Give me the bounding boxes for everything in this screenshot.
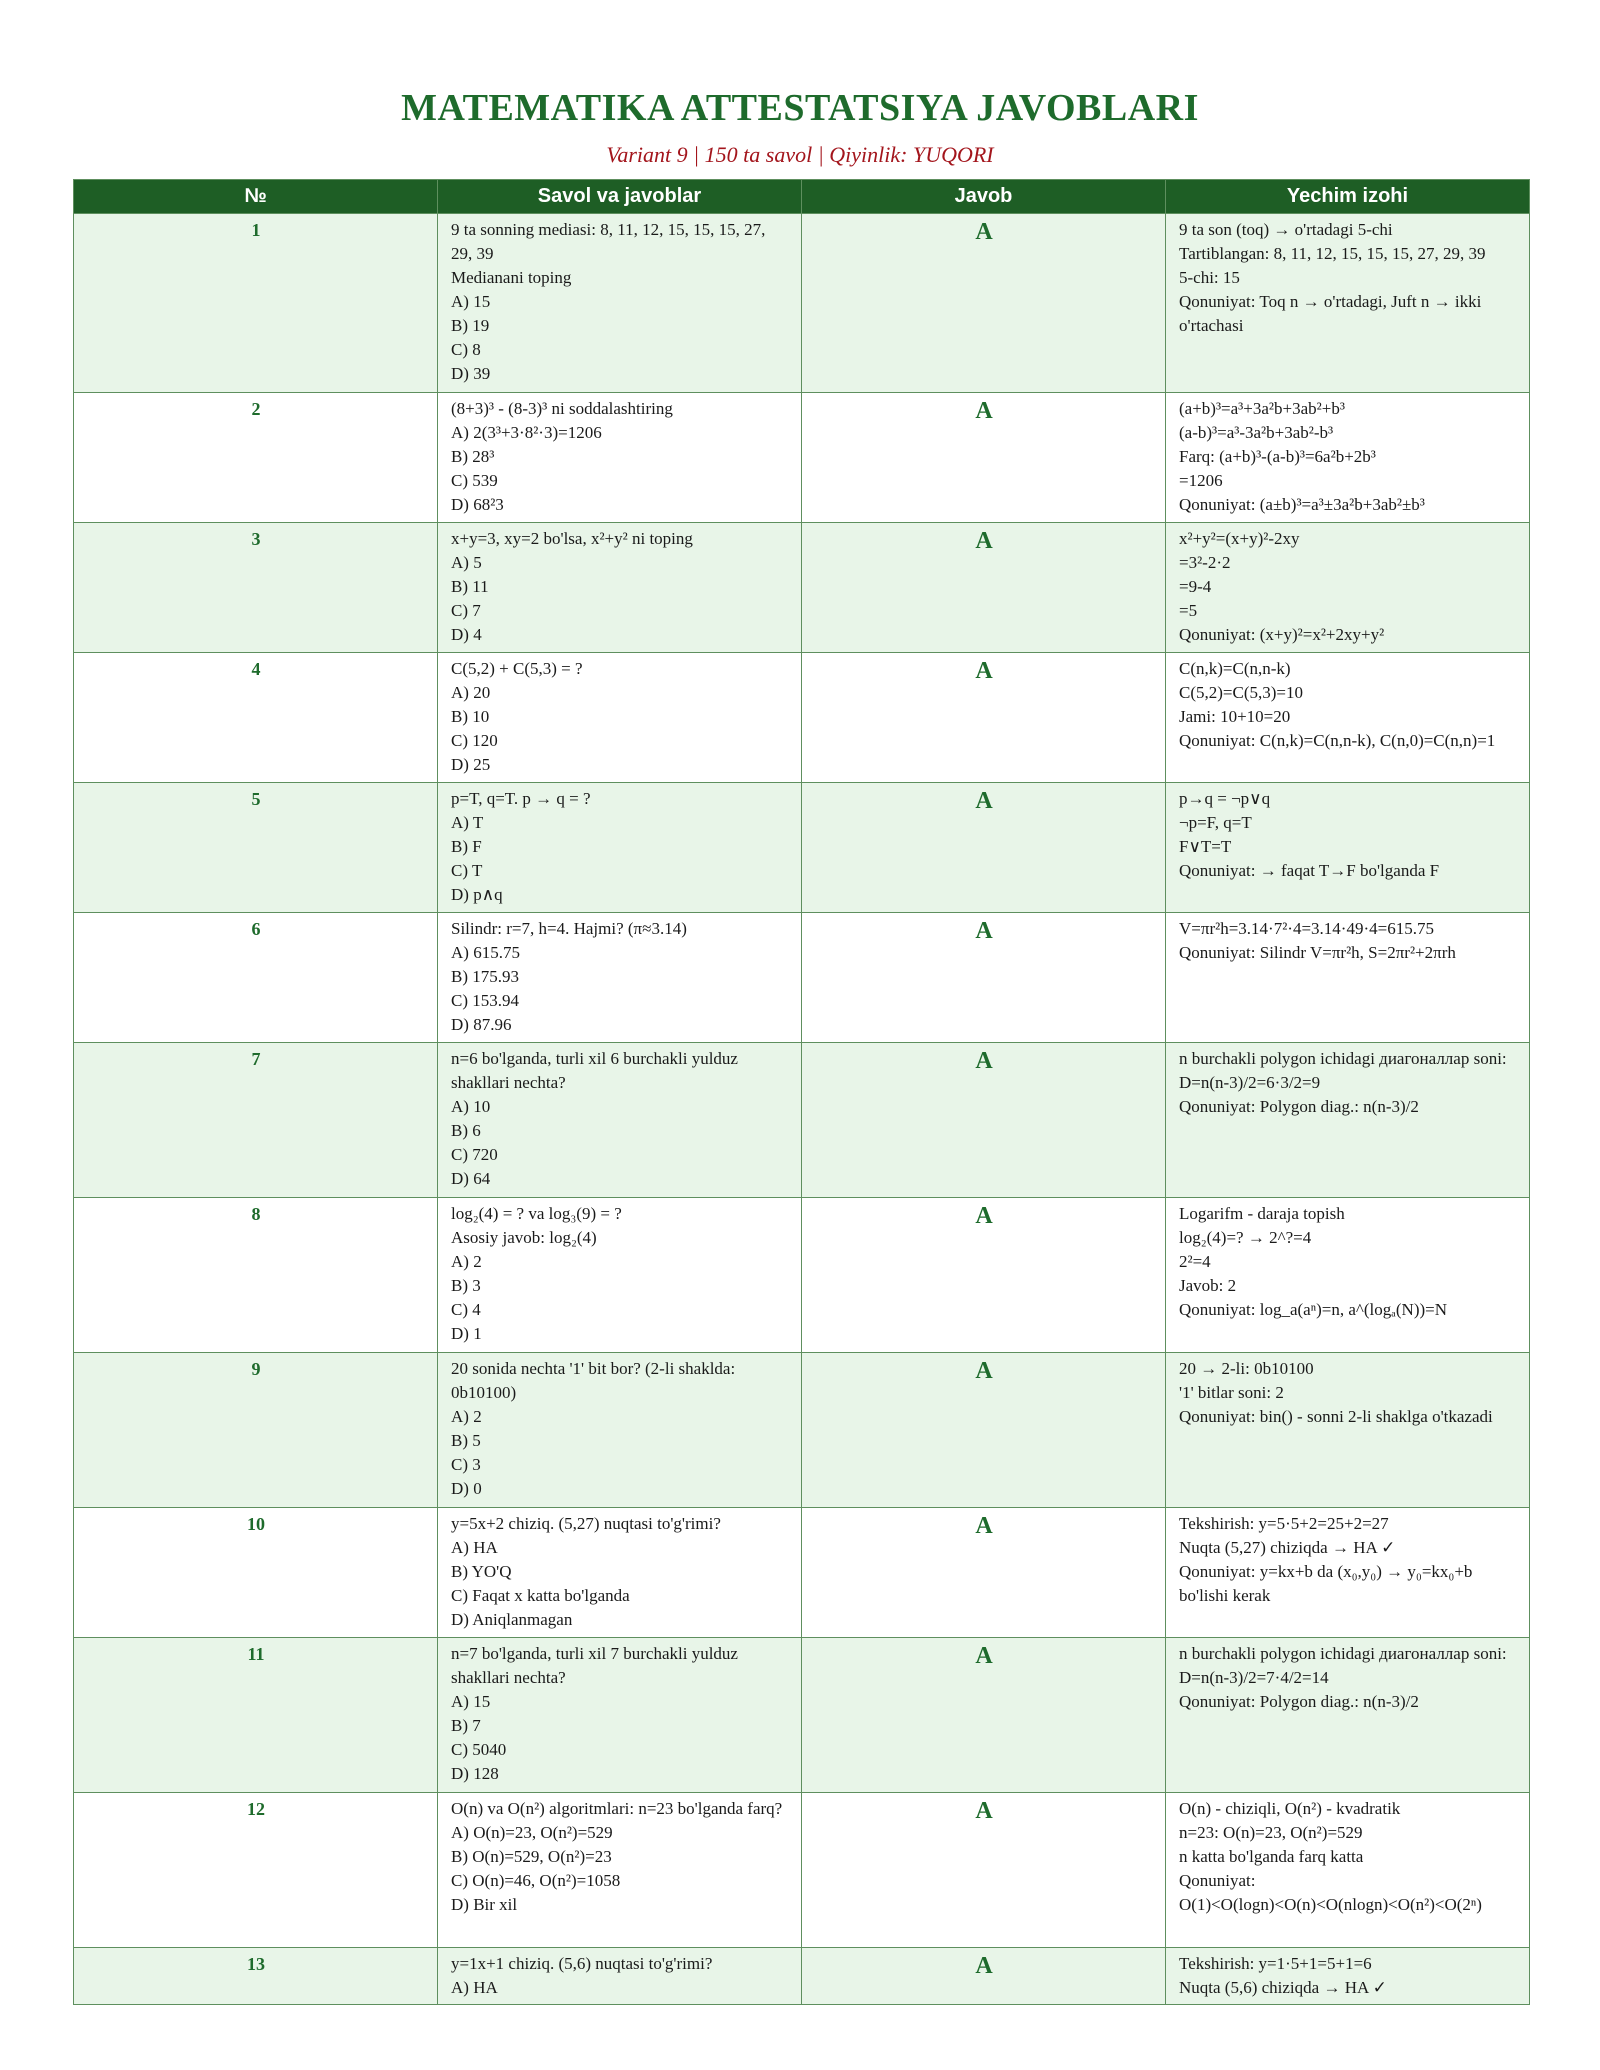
table-row (74, 1198, 1530, 1353)
solution-line: (a-b)³=a³-3a²b+3ab²-b³ (1179, 423, 1334, 442)
table-row (74, 1948, 1530, 2005)
table-row (74, 653, 1530, 783)
question-line: D) 68²3 (451, 495, 504, 514)
solution-line: C(n,k)=C(n,n-k) (1179, 659, 1291, 678)
question-line: Medianani toping (451, 268, 572, 287)
row-number: 8 (74, 1198, 438, 1353)
solution-cell (1166, 1793, 1530, 1948)
question-text: Silindr: r=7, h=4. Hajmi? (π≈3.14) (451, 919, 687, 938)
row-number: 10 (74, 1508, 438, 1638)
question-line: B) F (451, 837, 482, 856)
question-cell (438, 653, 802, 783)
question-line: B) 175.93 (451, 967, 519, 986)
question-line: D) 25 (451, 755, 491, 774)
question-line: D) p∧q (451, 885, 503, 904)
question-line: A) 2 (451, 1252, 482, 1271)
question-cell (438, 523, 802, 653)
solution-cell (1166, 523, 1530, 653)
table-row (74, 913, 1530, 1043)
answer-cell: A (802, 1793, 1166, 1948)
solution-line: (a+b)³=a³+3a²b+3ab²+b³ (1179, 399, 1345, 418)
question-line: C) 153.94 (451, 991, 519, 1010)
solution-line: Farq: (a+b)³-(a-b)³=6a²b+2b³ (1179, 447, 1376, 466)
row-number: 6 (74, 913, 438, 1043)
solution-line: Tartiblangan: 8, 11, 12, 15, 15, 15, 27, 29, 39 (1179, 244, 1486, 263)
question-text: O(n) va O(n²) algoritmlari: n=23 bo'lganda farq? (451, 1799, 783, 1818)
question-line: A) 615.75 (451, 943, 520, 962)
solution-line: D=n(n-3)/2=6·3/2=9 (1179, 1073, 1321, 1092)
answer-cell: A (802, 1353, 1166, 1508)
table-row (74, 783, 1530, 913)
solution-line: 20 → 2-li: 0b10100 (1179, 1359, 1314, 1378)
question-line: C) O(n)=46, O(n²)=1058 (451, 1871, 621, 1890)
solution-line: O(1)<O(logn)<O(n)<O(nlogn)<O(n²)<O(2ⁿ) (1179, 1895, 1482, 1914)
solution-cell (1166, 1638, 1530, 1793)
solution-line: p→q = ¬p∨q (1179, 789, 1271, 808)
question-text: 9 ta sonning mediasi: 8, 11, 12, 15, 15, 15, 27, 29, 39 (451, 220, 766, 263)
question-cell (438, 1508, 802, 1638)
row-number: 11 (74, 1638, 438, 1793)
question-line: C) 8 (451, 340, 481, 359)
solution-line: Qonuniyat: log_a(aⁿ)=n, a^(logₐ(N))=N (1179, 1300, 1447, 1319)
solution-line: Qonuniyat: (a±b)³=a³±3a²b+3ab²±b³ (1179, 495, 1425, 514)
question-cell (438, 913, 802, 1043)
question-line: D) 0 (451, 1479, 482, 1498)
column-header-number: № (74, 180, 438, 214)
question-line: D) 39 (451, 364, 491, 383)
column-header-answer: Javob (802, 180, 1166, 214)
question-text: y=5x+2 chiziq. (5,27) nuqtasi to'g'rimi? (451, 1514, 721, 1533)
question-cell (438, 1198, 802, 1353)
solution-line: n katta bo'lganda farq katta (1179, 1847, 1364, 1866)
question-line: A) 15 (451, 292, 491, 311)
solution-line: Qonuniyat: y=kx+b da (x₀,y₀) → y₀=kx₀+b bo'lishi kerak (1179, 1562, 1473, 1605)
question-cell (438, 1638, 802, 1793)
table-row (74, 1043, 1530, 1198)
solution-line: '1' bitlar soni: 2 (1179, 1383, 1284, 1402)
question-line: A) 2 (451, 1407, 482, 1426)
question-line: B) 19 (451, 316, 490, 335)
answer-cell: A (802, 1508, 1166, 1638)
question-line: C) 3 (451, 1455, 481, 1474)
question-text: p=T, q=T. p → q = ? (451, 789, 591, 808)
answer-cell: A (802, 1043, 1166, 1198)
question-cell (438, 1793, 802, 1948)
question-line: A) 20 (451, 683, 491, 702)
answer-cell: A (802, 393, 1166, 523)
solution-line: Tekshirish: y=1·5+1=5+1=6 (1179, 1954, 1372, 1973)
question-line: C) T (451, 861, 483, 880)
question-line: B) 28³ (451, 447, 495, 466)
question-line: C) 539 (451, 471, 498, 490)
answer-cell: A (802, 523, 1166, 653)
answer-cell: A (802, 1948, 1166, 2005)
question-line: B) 6 (451, 1121, 481, 1140)
question-cell (438, 1353, 802, 1508)
row-number: 5 (74, 783, 438, 913)
question-line: A) HA (451, 1978, 498, 1997)
row-number: 1 (74, 214, 438, 393)
question-cell (438, 393, 802, 523)
question-line: B) 7 (451, 1716, 481, 1735)
question-text: 20 sonida nechta '1' bit bor? (2-li shaklda: 0b10100) (451, 1359, 736, 1402)
question-text: n=7 bo'lganda, turli xil 7 burchakli yulduz shakllari nechta? (451, 1644, 738, 1687)
question-cell (438, 214, 802, 393)
solution-cell (1166, 1508, 1530, 1638)
solution-line: =9-4 (1179, 577, 1212, 596)
solution-line: V=πr²h=3.14·7²·4=3.14·49·4=615.75 (1179, 919, 1434, 938)
page-subtitle: Variant 9 | 150 ta savol | Qiyinlik: YUQORI (606, 142, 994, 167)
solution-cell (1166, 653, 1530, 783)
row-number: 9 (74, 1353, 438, 1508)
question-text: (8+3)³ - (8-3)³ ni soddalashtiring (451, 399, 673, 418)
question-cell (438, 1043, 802, 1198)
question-cell (438, 1948, 802, 2005)
question-line: B) 10 (451, 707, 490, 726)
row-number: 2 (74, 393, 438, 523)
solution-line: F∨T=T (1179, 837, 1232, 856)
answer-cell: A (802, 214, 1166, 393)
solution-cell (1166, 1198, 1530, 1353)
solution-cell (1166, 913, 1530, 1043)
solution-line: Qonuniyat: C(n,k)=C(n,n-k), C(n,0)=C(n,n)=1 (1179, 731, 1496, 750)
answer-cell: A (802, 1638, 1166, 1793)
question-cell (438, 783, 802, 913)
question-line: D) 1 (451, 1324, 482, 1343)
solution-line: Qonuniyat: → faqat T→F bo'lganda F (1179, 861, 1440, 880)
solution-line: Qonuniyat: (1179, 1871, 1256, 1890)
question-line: D) Aniqlanmagan (451, 1610, 573, 1629)
question-line: A) 10 (451, 1097, 491, 1116)
question-line: C) 5040 (451, 1740, 507, 1759)
table-row (74, 214, 1530, 393)
row-number: 3 (74, 523, 438, 653)
question-text: C(5,2) + C(5,3) = ? (451, 659, 583, 678)
answer-cell: A (802, 653, 1166, 783)
solution-line: O(n) - chiziqli, O(n²) - kvadratik (1179, 1799, 1401, 1818)
question-line: D) Bir xil (451, 1895, 518, 1914)
question-line: D) 128 (451, 1764, 499, 1783)
question-line: C) 720 (451, 1145, 498, 1164)
question-line: C) Faqat x katta bo'lganda (451, 1586, 630, 1605)
question-line: C) 120 (451, 731, 498, 750)
row-number: 12 (74, 1793, 438, 1948)
solution-cell (1166, 1948, 1530, 2005)
solution-line: Qonuniyat: Toq n → o'rtadagi, Juft n → ikki o'rtachasi (1179, 292, 1482, 335)
question-line: D) 87.96 (451, 1015, 512, 1034)
answer-cell: A (802, 913, 1166, 1043)
table-row (74, 523, 1530, 653)
column-header-question: Savol va javoblar (438, 180, 802, 214)
question-text: x+y=3, xy=2 bo'lsa, x²+y² ni toping (451, 529, 693, 548)
solution-cell (1166, 214, 1530, 393)
table-row (74, 1638, 1530, 1793)
question-line: A) O(n)=23, O(n²)=529 (451, 1823, 613, 1842)
question-line: A) 15 (451, 1692, 491, 1711)
solution-cell (1166, 393, 1530, 523)
solution-line: C(5,2)=C(5,3)=10 (1179, 683, 1303, 702)
solution-line: 9 ta son (toq) → o'rtadagi 5-chi (1179, 220, 1393, 239)
question-line: C) 4 (451, 1300, 481, 1319)
row-number: 4 (74, 653, 438, 783)
solution-line: D=n(n-3)/2=7·4/2=14 (1179, 1668, 1329, 1687)
solution-line: n burchakli polygon ichidagi диагоналлар soni: (1179, 1644, 1507, 1663)
solution-line: Qonuniyat: bin() - sonni 2-li shaklga o'tkazadi (1179, 1407, 1493, 1426)
solution-line: Tekshirish: y=5·5+2=25+2=27 (1179, 1514, 1389, 1533)
row-number: 13 (74, 1948, 438, 2005)
table-row (74, 1793, 1530, 1948)
solution-line: =5 (1179, 601, 1198, 620)
page-title: MATEMATIKA ATTESTATSIYA JAVOBLARI (401, 87, 1199, 129)
solution-line: Nuqta (5,6) chiziqda → HA ✓ (1179, 1978, 1387, 1997)
question-line: C) 7 (451, 601, 481, 620)
question-line: A) HA (451, 1538, 498, 1557)
solution-line: Logarifm - daraja topish (1179, 1204, 1345, 1223)
answer-cell: A (802, 783, 1166, 913)
question-line: B) O(n)=529, O(n²)=23 (451, 1847, 612, 1866)
table-row (74, 1353, 1530, 1508)
solution-line: log₂(4)=? → 2^?=4 (1179, 1228, 1312, 1247)
solution-line: Nuqta (5,27) chiziqda → HA ✓ (1179, 1538, 1396, 1557)
question-line: A) T (451, 813, 484, 832)
question-text: n=6 bo'lganda, turli xil 6 burchakli yulduz shakllari nechta? (451, 1049, 738, 1092)
question-line: A) 5 (451, 553, 482, 572)
column-header-solution: Yechim izohi (1166, 180, 1530, 214)
solution-line: Javob: 2 (1179, 1276, 1237, 1295)
solution-line: Jami: 10+10=20 (1179, 707, 1291, 726)
solution-line: x²+y²=(x+y)²-2xy (1179, 529, 1300, 548)
solution-line: =1206 (1179, 471, 1223, 490)
solution-line: Qonuniyat: Polygon diag.: n(n-3)/2 (1179, 1097, 1419, 1116)
table-row (74, 393, 1530, 523)
solution-line: n=23: O(n)=23, O(n²)=529 (1179, 1823, 1363, 1842)
question-line: D) 4 (451, 625, 482, 644)
question-line: B) 11 (451, 577, 489, 596)
solution-line: ¬p=F, q=T (1179, 813, 1252, 832)
question-line: A) 2(3³+3·8²·3)=1206 (451, 423, 602, 442)
table-row (74, 1508, 1530, 1638)
solution-cell (1166, 1353, 1530, 1508)
solution-line: 5-chi: 15 (1179, 268, 1240, 287)
table-header-row (74, 180, 1530, 214)
answers-table (73, 179, 1530, 2005)
answer-cell: A (802, 1198, 1166, 1353)
question-line: B) 3 (451, 1276, 481, 1295)
solution-cell (1166, 783, 1530, 913)
solution-line: =3²-2·2 (1179, 553, 1231, 572)
solution-line: Qonuniyat: (x+y)²=x²+2xy+y² (1179, 625, 1385, 644)
solution-line: Qonuniyat: Polygon diag.: n(n-3)/2 (1179, 1692, 1419, 1711)
solution-line: 2²=4 (1179, 1252, 1211, 1271)
table-body (74, 214, 1530, 2005)
question-line: Asosiy javob: log₂(4) (451, 1228, 597, 1247)
question-line: D) 64 (451, 1169, 491, 1188)
solution-line: n burchakli polygon ichidagi диагоналлар soni: (1179, 1049, 1507, 1068)
row-number: 7 (74, 1043, 438, 1198)
question-text: log₂(4) = ? va log₃(9) = ? (451, 1204, 622, 1223)
question-line: B) 5 (451, 1431, 481, 1450)
question-line: B) YO'Q (451, 1562, 512, 1581)
solution-cell (1166, 1043, 1530, 1198)
solution-line: Qonuniyat: Silindr V=πr²h, S=2πr²+2πrh (1179, 943, 1456, 962)
question-text: y=1x+1 chiziq. (5,6) nuqtasi to'g'rimi? (451, 1954, 713, 1973)
